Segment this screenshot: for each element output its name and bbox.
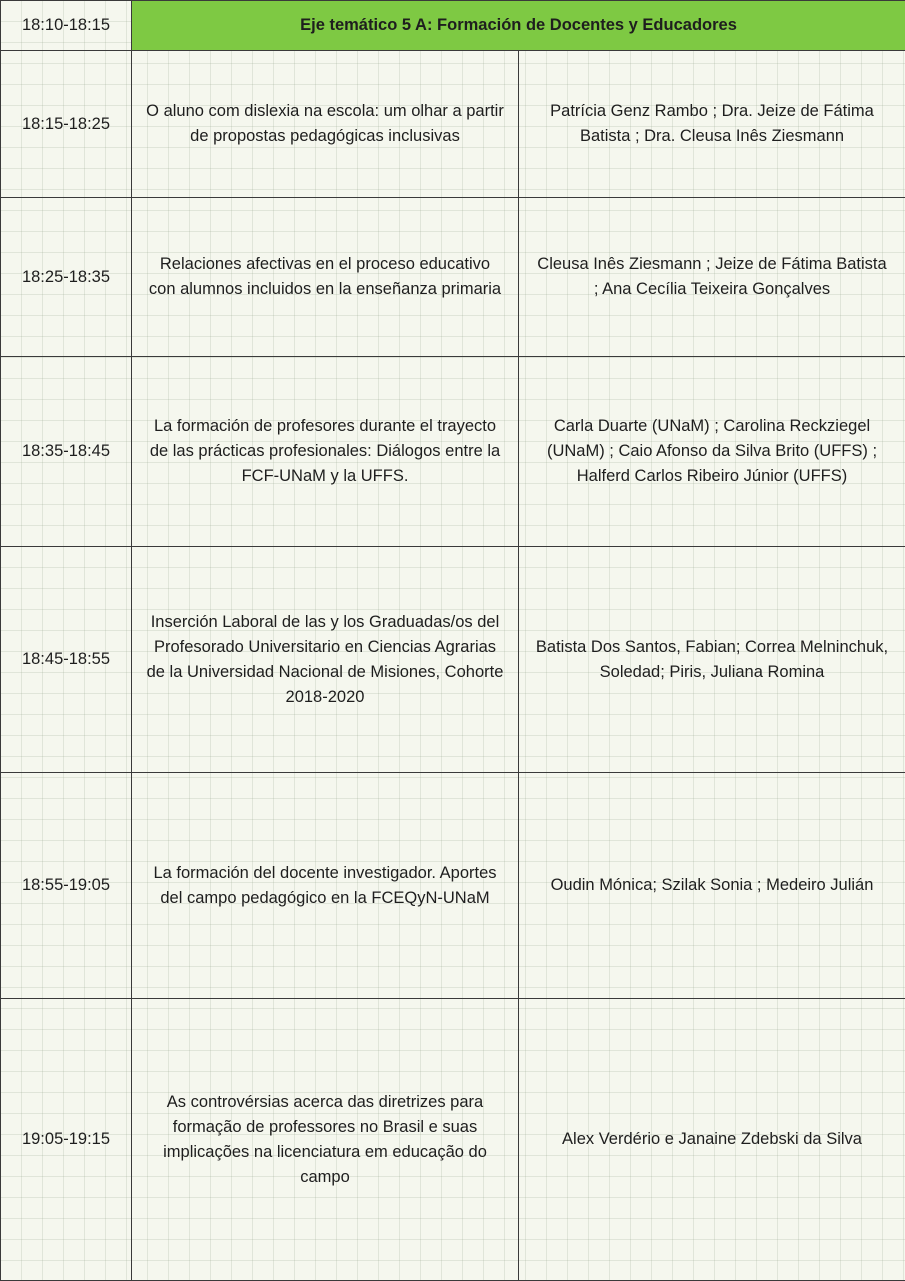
header-time: 18:10-18:15: [1, 1, 132, 51]
row-title: La formación del docente investigador. Aportes del campo pedagógico en la FCEQyN-UNaM: [132, 773, 519, 999]
header-row: [1, 1, 905, 51]
row-time: 18:55-19:05: [1, 773, 132, 999]
row-authors: Alex Verdério e Janaine Zdebski da Silva: [519, 999, 905, 1281]
table-row: [1, 51, 905, 198]
row-time: 19:05-19:15: [1, 999, 132, 1281]
row-authors: Carla Duarte (UNaM) ; Carolina Reckziegel (UNaM) ; Caio Afonso da Silva Brito (UFFS) ; Halferd Carlos Ribeiro Júnior (UFFS): [519, 357, 905, 547]
row-authors: Batista Dos Santos, Fabian; Correa Melninchuk, Soledad; Piris, Juliana Romina: [519, 547, 905, 773]
table-row: [1, 773, 905, 999]
row-time: 18:15-18:25: [1, 51, 132, 198]
row-authors: Oudin Mónica; Szilak Sonia ; Medeiro Julián: [519, 773, 905, 999]
table-row: [1, 198, 905, 357]
row-time: 18:35-18:45: [1, 357, 132, 547]
row-authors: Patrícia Genz Rambo ; Dra. Jeize de Fátima Batista ; Dra. Cleusa Inês Ziesmann: [519, 51, 905, 198]
row-time: 18:45-18:55: [1, 547, 132, 773]
table-row: [1, 999, 905, 1281]
row-title: Inserción Laboral de las y los Graduadas/os del Profesorado Universitario en Ciencias Agrarias de la Universidad Nacional de Misiones, Cohorte 2018-2020: [132, 547, 519, 773]
row-title: Relaciones afectivas en el proceso educativo con alumnos incluidos en la enseñanza primaria: [132, 198, 519, 357]
table-row: [1, 547, 905, 773]
thematic-axis-title: Eje temático 5 A: Formación de Docentes y Educadores: [132, 1, 905, 51]
row-title: La formación de profesores durante el trayecto de las prácticas profesionales: Diálogos entre la FCF-UNaM y la UFFS.: [132, 357, 519, 547]
row-title: O aluno com dislexia na escola: um olhar a partir de propostas pedagógicas inclusivas: [132, 51, 519, 198]
table-row: [1, 357, 905, 547]
row-title: As controvérsias acerca das diretrizes para formação de professores no Brasil e suas implicações na licenciatura em educação do campo: [132, 999, 519, 1281]
row-time: 18:25-18:35: [1, 198, 132, 357]
row-authors: Cleusa Inês Ziesmann ; Jeize de Fátima Batista ; Ana Cecília Teixeira Gonçalves: [519, 198, 905, 357]
